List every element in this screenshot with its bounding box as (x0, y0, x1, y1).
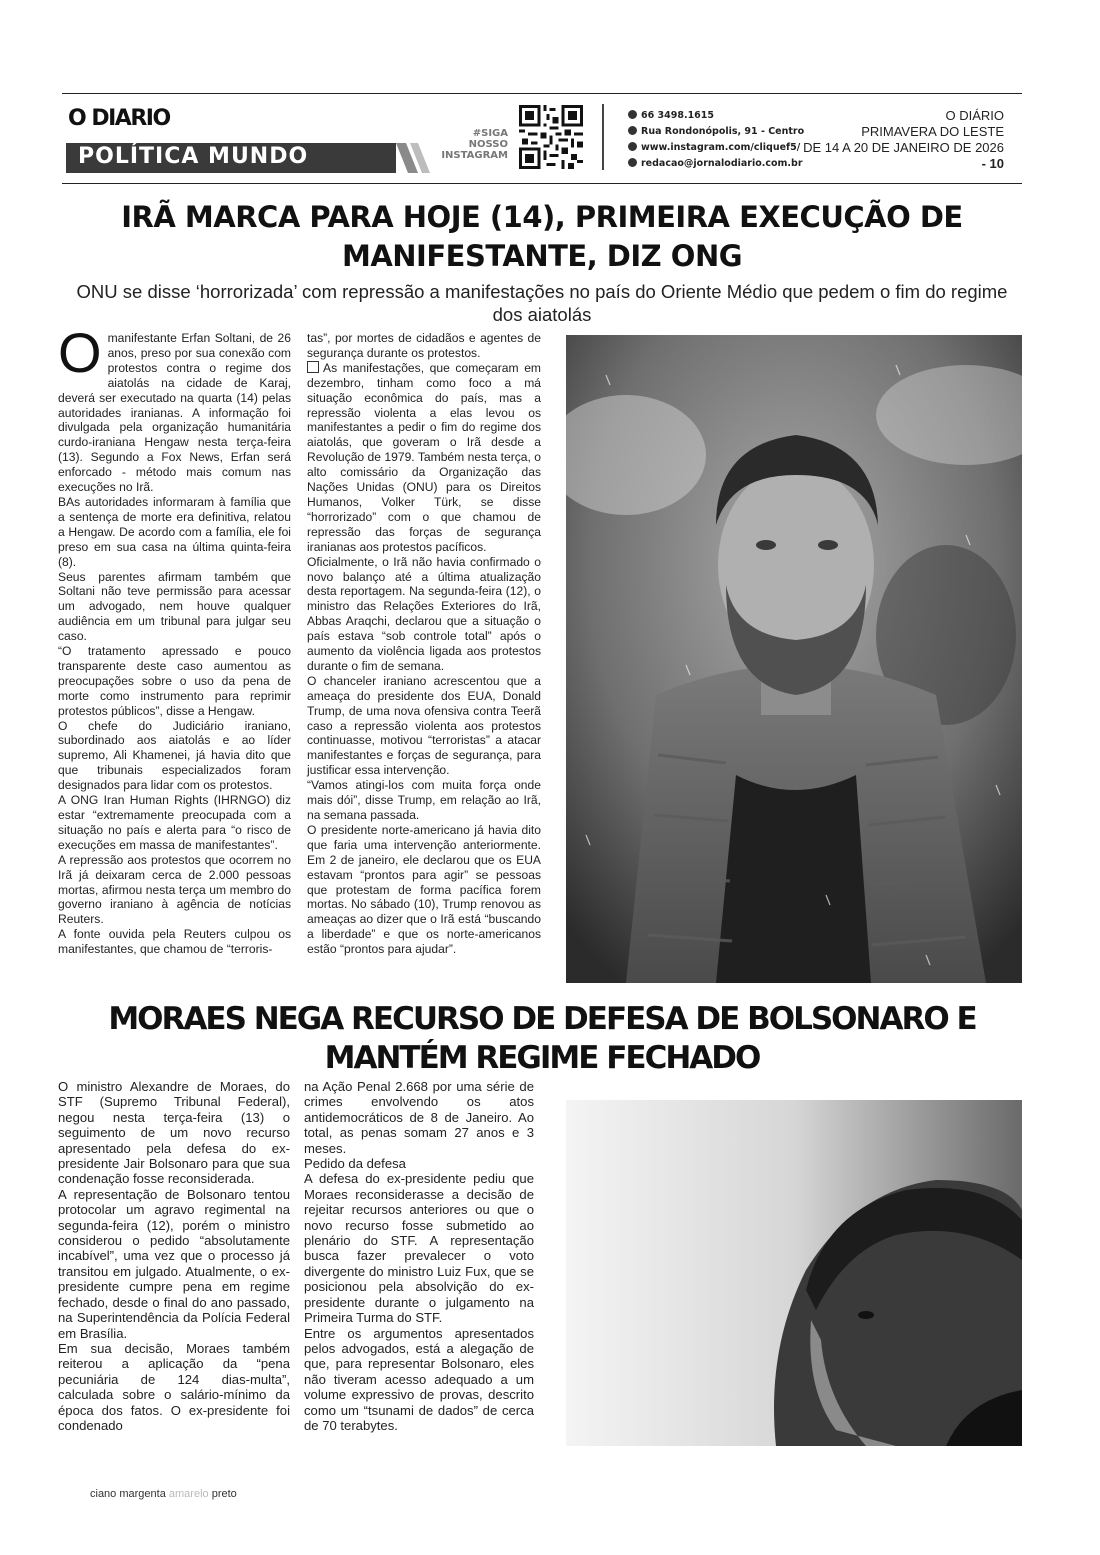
footer-preto: preto (211, 1488, 237, 1500)
article1-paragraph-text: As manifestações, que começaram em dezembro, tinham como foco a má situação econômica do país, mas a repressão violenta a elas levou os manifestantes a pedir o fim do regime dos aiatolás, que goveram o Irã desde a Revolução de 1979. Também nesta terça, o alto comissário da Organização das Nações Unidas (ONU) para os Direitos Humanos, Volker Türk, se disse “horrorizado” com o que chamou de repressão das forças de segurança iranianas aos protestos pacíficos. (307, 360, 541, 554)
address-line (628, 124, 804, 140)
siga-line-2: NOSSO (468, 139, 508, 150)
article1-paragraph: Seus parentes afirmam também que Soltani não teve permissão para acessar um advogado, nem houve qualquer audiência em um tribunal para julgar seu caso. (58, 569, 291, 644)
address-text: Rua Rondonópolis, 91 - Centro (641, 126, 805, 137)
dropcap: O (58, 321, 102, 384)
whatsapp-icon (628, 110, 637, 119)
email-link[interactable]: redacao@jornalodiario.com.br (641, 158, 803, 169)
header-divider (602, 104, 604, 170)
article2-paragraph: Entre os argumentos apresentados pelos advogados, está a alegação de que, para representar Bolsonaro, eles não tiveram acesso adequado a um volume expressivo de provas, descrito como um “tsunami de dados” de cerca de 70 terabytes. (304, 1325, 534, 1433)
phone-line (628, 108, 804, 124)
instagram-callout (438, 128, 508, 161)
article2-paragraph: O ministro Alexandre de Moraes, do STF (Supremo Tribunal Federal), negou nesta terça-feira (13) o seguimento de um novo recurso apresentado pela defesa do ex-presidente Jair Bolsonaro para que sua condenação fosse reconsiderada. (58, 1079, 290, 1187)
header-rule (62, 183, 1022, 184)
top-rule (62, 93, 1022, 94)
section-title: POLÍTICA MUNDO (78, 144, 309, 169)
article1-column-1 (58, 321, 291, 957)
instagram-line (628, 140, 804, 156)
siga-line-3: INSTAGRAM (441, 150, 508, 161)
contact-block (628, 108, 804, 172)
article2-paragraph: A defesa do ex-presidente pediu que Moraes reconsiderasse a decisão de rejeitar recursos anteriores ou que o novo recurso fosse submetido ao plenário do STF. A representação busca fazer prevalecer o voto divergente do ministro Luiz Fux, que se posicionou pela absolvição do ex-presidente durante o julgamento na Primeira Turma do STF. (304, 1171, 534, 1326)
article2-column-1 (58, 1079, 290, 1433)
article1-paragraph: “O tratamento apressado e pouco transparente deste caso aumentou as preocupações sobre o uso da pena de morte como instrumento para reprimir protestos públicos”, disse a Hengaw. (58, 644, 291, 718)
article1-column-2 (307, 331, 541, 957)
article1-photo (566, 335, 1022, 983)
article1-paragraph: Oficialmente, o Irã não havia confirmado o novo balanço até a última atualização desta reportagem. Na segunda-feira (12), o ministro das Relações Exteriores do Irã, Abbas Araqchi, declarou que a situação o país estava “sob controle total” após o aumento da violência ligada aos protestos durante o fim de semana. (307, 554, 541, 673)
article2-paragraph: A representação de Bolsonaro tentou protocolar um agravo regimental na segunda-feira (12), porém o ministro considerou o pedido “absolutamente incabível”, uma vez que o processo já transitou em julgado. Atualmente, o ex-presidente cumpre pena em regime fechado, desde o final do ano passado, na Superintendência da Polícia Federal em Brasília. (58, 1186, 290, 1341)
article1-paragraph: A fonte ouvida pela Reuters culpou os manifestantes, que chamou de “terroris- (58, 927, 291, 957)
article1-headline: IRÃ MARCA PARA HOJE (14), PRIMEIRA EXECUÇÃO DE MANIFESTANTE, DIZ ONG (121, 200, 963, 273)
masthead-date: DE 14 A 20 DE JANEIRO DE 2026 (803, 140, 1004, 155)
article1-paragraph: O chefe do Judiciário iraniano, subordinado aos aiatolás e ao líder supremo, Ali Khamenei, já havia dito que que tribunais especializados foram designados para lidar com os protestos. (58, 718, 291, 793)
email-line (628, 156, 804, 172)
phone-text[interactable]: 66 3498.1615 (641, 110, 715, 121)
page-number: - 10 (981, 156, 1004, 171)
article1-paragraph: A repressão aos protestos que ocorrem no Irã já deixaram cerca de 2.000 pessoas mortas, afirmou nesta terça um membro do governo iraniano à agência de notícias Reuters. (58, 852, 291, 927)
footer-amarelo: amarelo (168, 1488, 209, 1500)
article1-deck: ONU se disse ‘horrorizada’ com repressão a manifestações no país do Oriente Médio que pedem o fim do regime dos aiatolás (76, 281, 1008, 325)
article1-paragraph: O presidente norte-americano já havia dito que faria uma intervenção anteriormente. Em 2 de janeiro, ele declarou que os EUA estavam “prontos para agir” se pessoas que protestam de forma pacífica forem mortas. No sábado (10), Trump renovou as ameaças ao dizer que o Irã está “buscando a liberdade” e que os norte-americanos estão “prontos para ajudar”. (307, 822, 541, 957)
article1-paragraph (307, 361, 541, 555)
article1-paragraph: BAs autoridades informaram à família que a sentença de morte era definitiva, relatou a Hengaw. De acordo com a família, ele foi preso em sua casa na última quinta-feira (8). (58, 494, 291, 569)
masthead-city: PRIMAVERA DO LESTE (861, 124, 1004, 139)
article2-paragraph: na Ação Penal 2.668 por uma série de crimes envolvendo os atos antidemocráticos de 8 de Janeiro. Ao total, as penas somam 27 anos e 3 meses. (304, 1079, 534, 1156)
qr-code-icon[interactable] (519, 105, 583, 169)
article1-paragraph: “Vamos atingi-los com muita força onde mais dói”, disse Trump, em relação ao Irã, na semana passada. (307, 778, 541, 822)
article2-headline: MORAES NEGA RECURSO DE DEFESA DE BOLSONARO E MANTÉM REGIME FECHADO (108, 1001, 976, 1076)
checkbox-glyph-icon (307, 361, 319, 373)
article1-paragraph: A ONG Iran Human Rights (IHRNGO) diz estar “extremamente preocupada com a situação no país e alerta para “o risco de execuções em massa de manifestantes”. (58, 793, 291, 852)
color-registration-footer (90, 1488, 237, 1500)
location-pin-icon (628, 126, 637, 135)
article1-paragraph: O chanceler iraniano acrescentou que a ameaça do presidente dos EUA, Donald Trump, de uma nova ofensiva contra Teerã caso a repressão violenta aos protestos continuasse, motivou “terroristas” a atacar manifestantes e forças de segurança, para justificar essa intervenção. (307, 673, 541, 778)
email-icon (628, 158, 637, 167)
masthead-paper: O DIÁRIO (945, 108, 1004, 123)
siga-line-1: #SIGA (472, 128, 508, 139)
instagram-icon (628, 142, 637, 151)
instagram-link[interactable]: www.instagram.com/cliquef5/ (641, 142, 801, 153)
masthead (803, 108, 1004, 172)
section-stripes-decoration (396, 143, 432, 173)
article1-paragraph: manifestante Erfan Soltani, de 26 anos, preso por sua conexão com protestos contra o regime dos aiatolás na cidade de Karaj, deverá ser executado na quarta (14) pelas autoridades iranianas. A informação foi divulgada pela organização humanitária curdo-iraniana Hengaw nesta terça-feira (13). Segundo a Fox News, Erfan será enforcado - método mais comum nas execuções no Irã. (58, 331, 291, 495)
footer-ciano: ciano (90, 1488, 117, 1500)
article2-subhead: Pedido da defesa (304, 1156, 406, 1172)
article2-paragraph: Em sua decisão, Moraes também reiterou a aplicação da “pena pecuniária de 124 dias-multa”, calculada sobre o salário-mínimo da época dos fatos. O ex-presidente foi condenado (58, 1340, 290, 1433)
footer-margenta: margenta (119, 1488, 166, 1500)
brand-logo: O DIARIO (68, 106, 170, 131)
article1-paragraph: tas”, por mortes de cidadãos e agentes de segurança durante os protestos. (307, 331, 541, 360)
article2-photo (566, 1100, 1022, 1446)
article2-column-2 (304, 1079, 534, 1433)
section-banner (66, 143, 396, 173)
